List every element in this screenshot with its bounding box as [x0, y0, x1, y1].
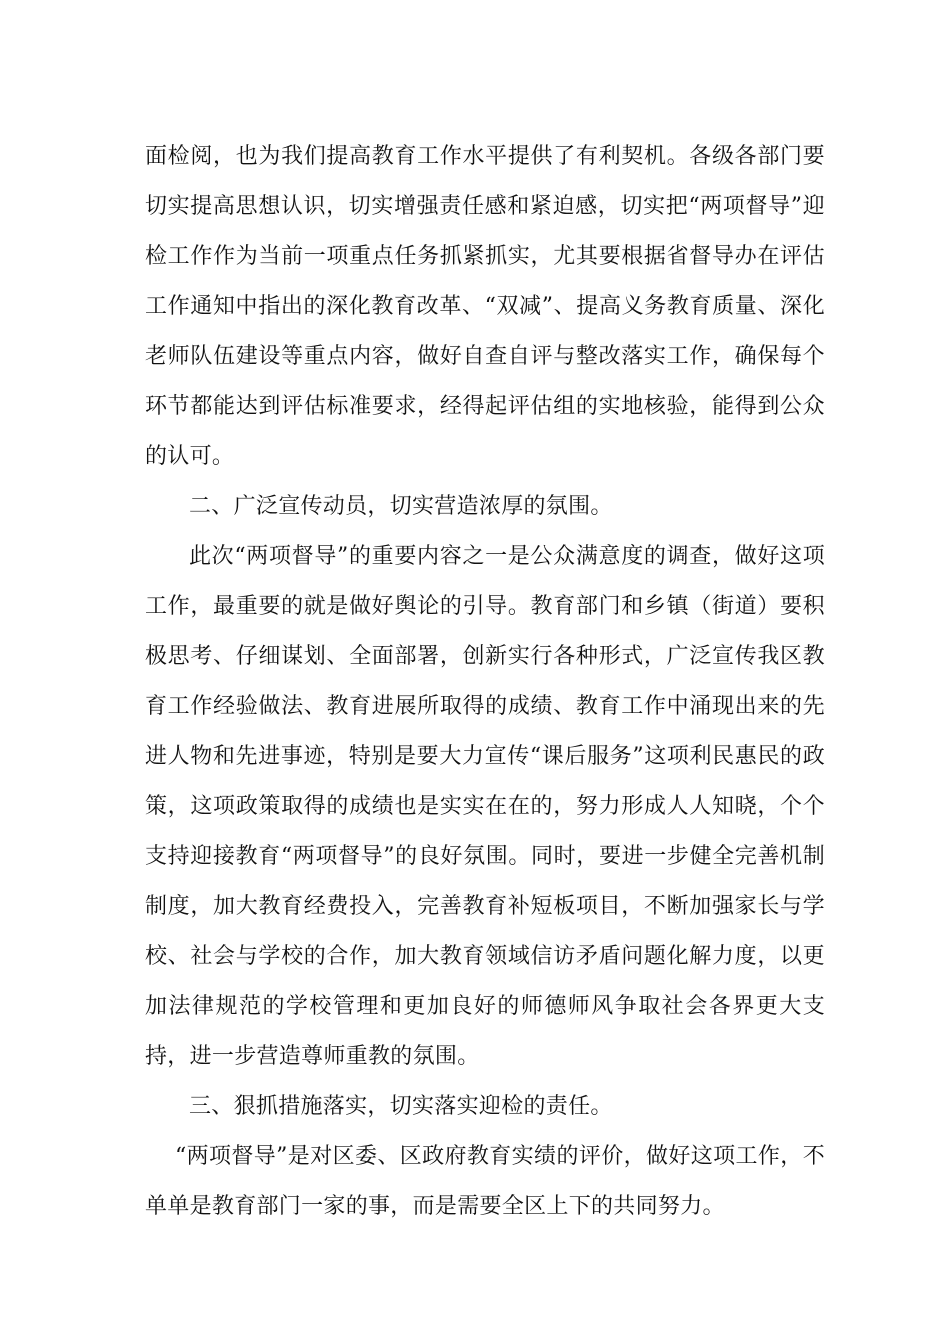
- paragraph-publicity: 此次“两项督导”的重要内容之一是公众满意度的调查，做好这项工作，最重要的就是做好舆论的引导。教育部门和乡镇（街道）要积极思考、仔细谋划、全面部署，创新实行各种形式，广泛宣传我区教育工作经验做法、教育进展所取得的成绩、教育工作中涌现出来的先进人物和先进事迹，特别是要大力宣传“课后服务”这项利民惠民的政策，这项政策取得的成绩也是实实在在的，努力形成人人知晓，个个支持迎接教育“两项督导”的良好氛围。同时，要进一步健全完善机制制度，加大教育经费投入，完善教育补短板项目，不断加强家长与学校、社会与学校的合作，加大教育领域信访矛盾问题化解力度，以更加法律规范的学校管理和更加良好的师德师风争取社会各界更大支持，进一步营造尊师重教的氛围。: [145, 544, 825, 1069]
- section-heading-2: 二、广泛宣传动员，切实营造浓厚的氛围。: [189, 494, 613, 519]
- section-heading-3: 三、狠抓措施落实，切实落实迎检的责任。: [189, 1094, 613, 1119]
- document-body: [145, 132, 825, 1232]
- paragraph-continuation: 面检阅，也为我们提高教育工作水平提供了有利契机。各级各部门要切实提高思想认识，切实增强责任感和紧迫感，切实把“两项督导”迎检工作作为当前一项重点任务抓紧抓实，尤其要根据省督导办在评估工作通知中指出的深化教育改革、“双减”、提高义务教育质量、深化老师队伍建设等重点内容，做好自查自评与整改落实工作，确保每个环节都能达到评估标准要求，经得起评估组的实地核验，能得到公众的认可。: [145, 144, 825, 469]
- paragraph-responsibility: “两项督导”是对区委、区政府教育实绩的评价，做好这项工作，不单单是教育部门一家的事，而是需要全区上下的共同努力。: [145, 1144, 825, 1219]
